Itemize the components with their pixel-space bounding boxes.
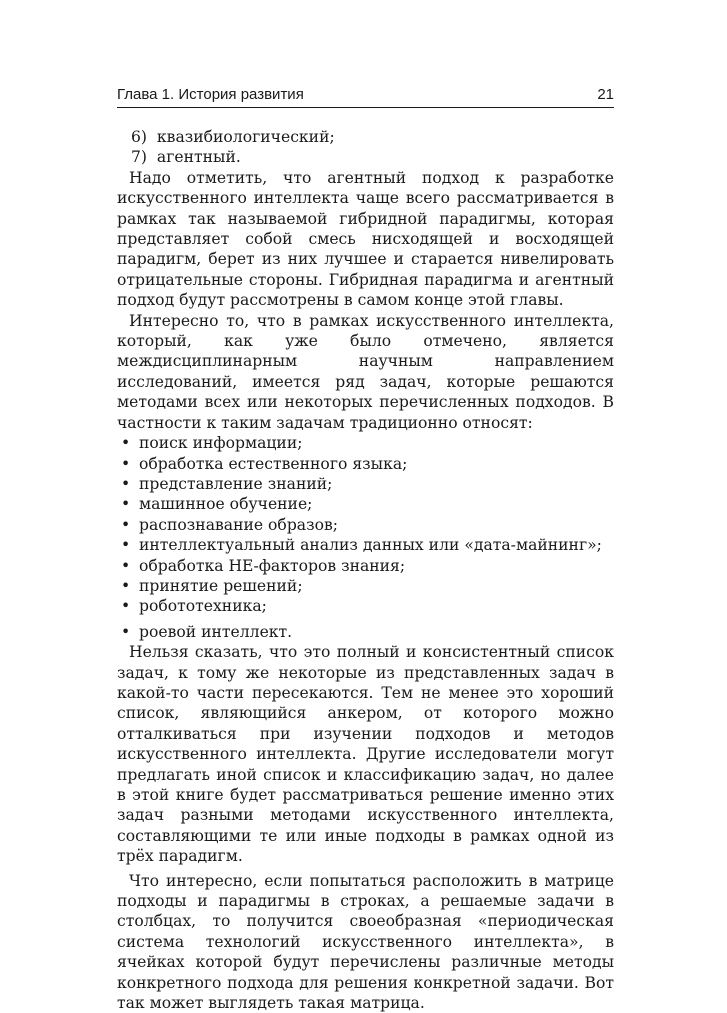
bullet-item: • робототехника; xyxy=(117,596,614,616)
bullet-item: • поиск информации; xyxy=(117,433,614,453)
bullet-item: • машинное обучение; xyxy=(117,494,614,514)
running-header xyxy=(117,86,614,108)
bullet-item: • распознавание образов; xyxy=(117,515,614,535)
bullet-item: • интеллектуальный анализ данных или «дата-майнинг»; xyxy=(117,535,614,555)
bullet-item: • роевой интеллект. xyxy=(117,622,614,642)
bullet-list xyxy=(117,433,614,642)
paragraph: Нельзя сказать, что это полный и консистентный список задач, к тому же некоторые из представленных задач в какой-то части пересекаются. Тем не менее это хороший список, являющийся анкером, от которого можно отталкиваться при изучении подходов и методов искусственного интеллекта. Другие исследователи могут предлагать иной список и классификацию задач, но далее в этой книге будет рассматриваться решение именно этих задач разными методами искусственного интеллекта, составляющими те или иные подходы в рамках одной из трёх парадигм. xyxy=(117,643,614,866)
chapter-title: Глава 1. История развития xyxy=(117,86,304,103)
numbered-item: 7) агентный. xyxy=(131,148,241,167)
page-body xyxy=(117,127,614,1013)
paragraph: Интересно то, что в рамках искусственного интеллекта, который, как уже было отмечено, является междисциплинарным научным направлением исследований, имеется ряд задач, которые решаются методами всех или некоторых перечисленных подходов. В частности к таким задачам традиционно относят: xyxy=(117,311,614,432)
numbered-item: 6) квазибиологический; xyxy=(131,128,335,146)
page-number: 21 xyxy=(597,86,614,103)
bullet-item: • принятие решений; xyxy=(117,576,614,596)
bullet-item: • представление знаний; xyxy=(117,474,614,494)
numbered-list xyxy=(117,127,614,168)
paragraph: Надо отметить, что агентный подход к разработке искусственного интеллекта чаще всего рассматривается в рамках так называемой гибридной парадигмы, которая представляет собой смесь нисходящей и восходящей парадигм, берет из них лучшее и старается нивелировать отрицательные стороны. Гибридная парадигма и агентный подход будут рассмотрены в самом конце этой главы. xyxy=(117,168,614,310)
bullet-item: • обработка НЕ-факторов знания; xyxy=(117,556,614,576)
bullet-item: • обработка естественного языка; xyxy=(117,454,614,474)
paragraph: Что интересно, если попытаться расположить в матрице подходы и парадигмы в строках, а решаемые задачи в столбцах, то получится своеобразная «периодическая система технологий искусственного интеллекта», в ячейках которой будут перечислены различные методы конкретного подхода для решения конкретной задачи. Вот так может выглядеть такая матрица. xyxy=(117,871,614,1013)
